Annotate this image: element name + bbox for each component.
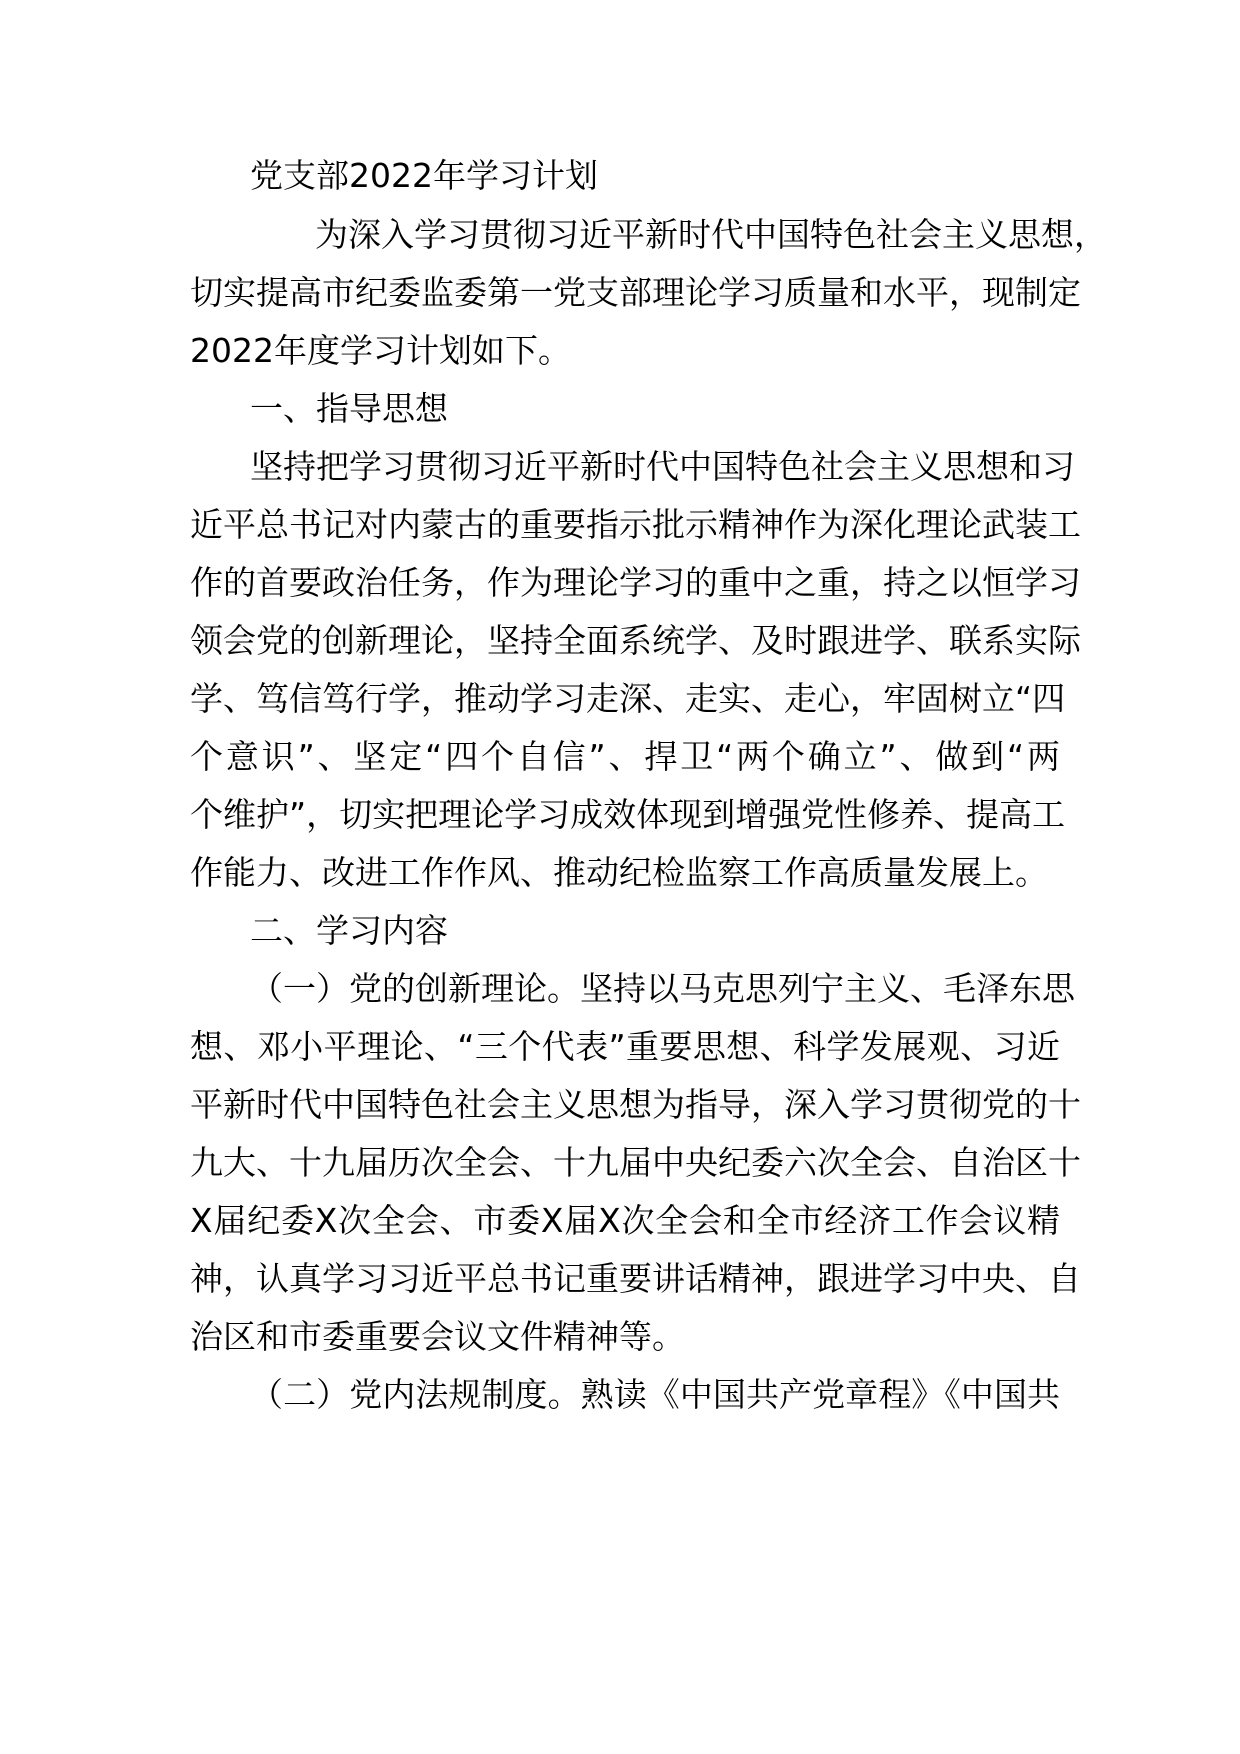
- paragraph-line: 作能力、改进工作作风、推动纪检监察工作高质量发展上。: [190, 853, 1048, 892]
- paragraph-line: 神，认真学习习近平总书记重要讲话精神，跟进学习中央、自: [190, 1259, 1081, 1298]
- paragraph-line: 治区和市委重要会议文件精神等。: [190, 1317, 685, 1356]
- section-heading: 二、学习内容: [250, 911, 448, 950]
- paragraph-line: 近平总书记对内蒙古的重要指示批示精神作为深化理论武装工: [190, 505, 1081, 544]
- paragraph-line: 坚持把学习贯彻习近平新时代中国特色社会主义思想和习: [250, 447, 1075, 486]
- paragraph-line: （一）党的创新理论。坚持以马克思列宁主义、毛泽东思: [250, 969, 1075, 1008]
- paragraph-line: 个意识”、坚定“四个自信”、捍卫“两个确立”、做到“两: [190, 737, 1060, 776]
- paragraph-line: 想、邓小平理论、“三个代表”重要思想、科学发展观、习近: [190, 1027, 1060, 1066]
- paragraph-line: 2022年度学习计划如下。: [190, 331, 571, 370]
- paragraph-line: 为深入学习贯彻习近平新时代中国特色社会主义思想，: [315, 215, 1107, 254]
- paragraph-line: （二）党内法规制度。熟读《中国共产党章程》《中国共: [250, 1375, 1060, 1414]
- section-heading: 一、指导思想: [250, 389, 448, 428]
- document-title: 党支部2022年学习计划: [250, 156, 598, 195]
- paragraph-line: 作的首要政治任务，作为理论学习的重中之重，持之以恒学习: [190, 563, 1081, 602]
- paragraph-line: 学、笃信笃行学，推动学习走深、走实、走心，牢固树立“四: [190, 679, 1066, 718]
- paragraph-line: 平新时代中国特色社会主义思想为指导，深入学习贯彻党的十: [190, 1085, 1081, 1124]
- paragraph-line: 个维护”，切实把理论学习成效体现到增强党性修养、提高工: [190, 795, 1066, 834]
- paragraph-line: 九大、十九届历次全会、十九届中央纪委六次全会、自治区十: [190, 1143, 1081, 1182]
- paragraph-line: X届纪委X次全会、市委X届X次全会和全市经济工作会议精: [190, 1201, 1060, 1240]
- paragraph-line: 切实提高市纪委监委第一党支部理论学习质量和水平，现制定: [190, 273, 1081, 312]
- paragraph-line: 领会党的创新理论，坚持全面系统学、及时跟进学、联系实际: [190, 621, 1081, 660]
